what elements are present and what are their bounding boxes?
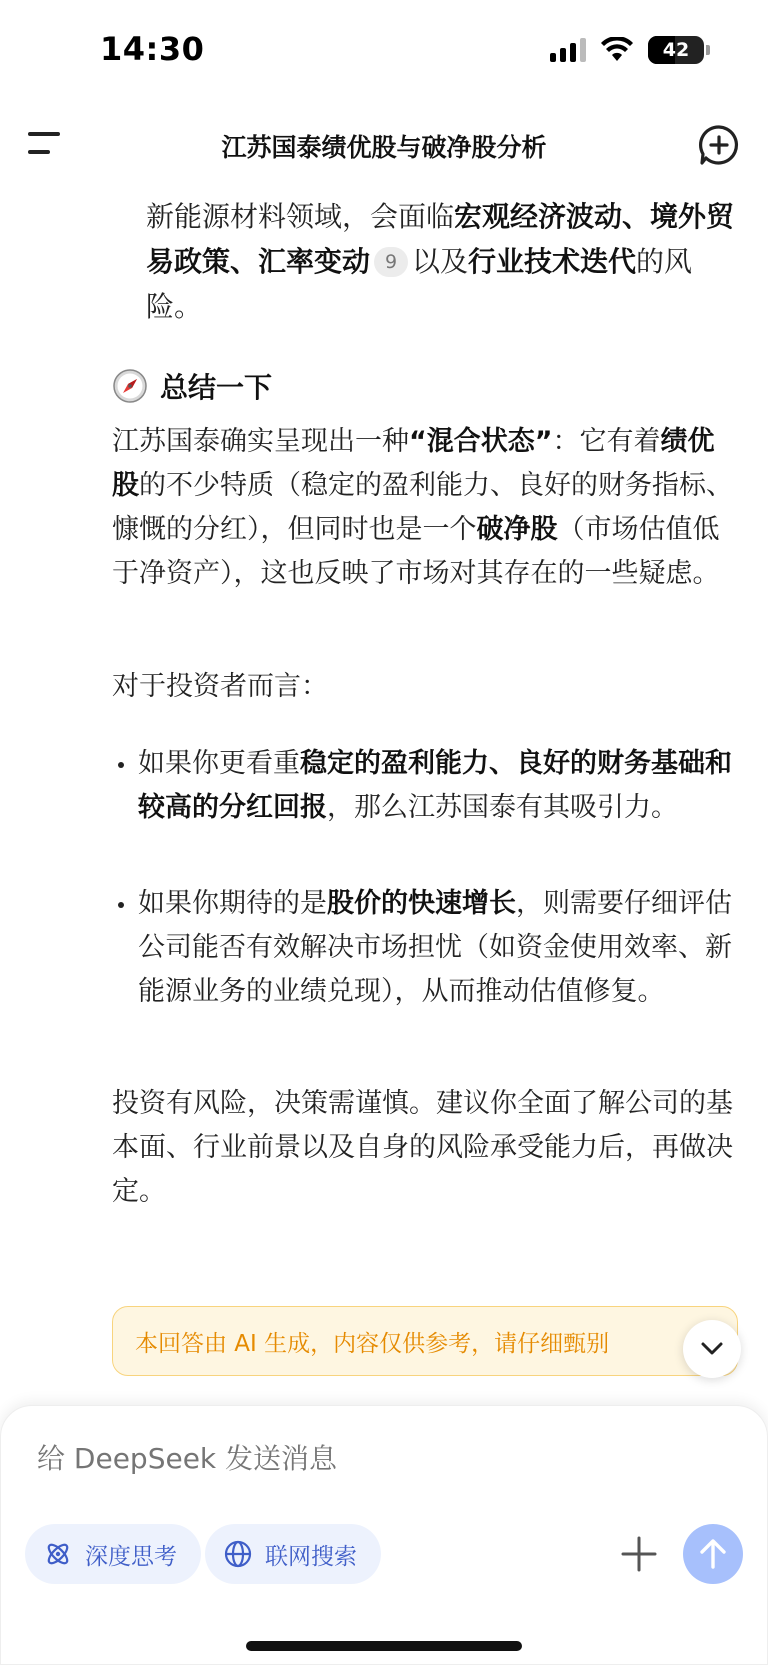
nav-header	[0, 110, 768, 180]
page-title: 江苏国泰绩优股与破净股分析	[221, 133, 547, 162]
send-button[interactable]	[683, 1524, 743, 1584]
cellular-signal-icon	[550, 38, 586, 62]
web-search-label: 联网搜索	[265, 1543, 357, 1570]
closing-paragraph: 投资有风险，决策需谨慎。建议你全面了解公司的基本面、行业前景以及自身的风险承受能力后，再做决定。	[112, 1088, 733, 1207]
deep-think-toggle[interactable]	[25, 1524, 201, 1584]
chat-content[interactable]	[0, 180, 768, 1400]
status-icons	[550, 36, 704, 64]
bullet-dot	[118, 902, 124, 908]
fragment-text-3: 的风险。	[146, 245, 693, 323]
ai-disclaimer-text: 本回答由 AI 生成，内容仅供参考，请仔细甄别	[135, 1331, 610, 1357]
chevron-down-icon	[700, 1341, 724, 1357]
summary-paragraph: 江苏国泰确实呈现出一种“混合状态”：它有着绩优股的不少特质（稳定的盈利能力、良好的财务指标、慷慨的分红），但同时也是一个破净股（市场估值低于净资产），这也反映了市场对其存在的一些疑虑。	[112, 426, 733, 589]
arrow-up-icon	[698, 1538, 728, 1570]
battery-icon	[648, 36, 704, 64]
status-bar	[0, 0, 768, 100]
atom-icon	[43, 1539, 73, 1569]
summary-heading-text: 总结一下	[160, 371, 273, 404]
message-composer	[0, 1405, 768, 1665]
bullet-dot	[118, 762, 124, 768]
fragment-bold-2: 行业技术迭代	[468, 245, 637, 278]
fragment-text: 新能源材料领域，会面临	[146, 200, 455, 233]
scroll-to-bottom-button[interactable]	[683, 1320, 741, 1378]
deep-think-label: 深度思考	[85, 1543, 177, 1570]
status-time: 14:30	[100, 30, 205, 68]
fragment-text-2: 以及	[412, 245, 469, 278]
compass-icon	[112, 368, 148, 404]
web-search-toggle[interactable]	[205, 1524, 381, 1584]
citation-badge[interactable]: 9	[374, 247, 408, 277]
summary-heading	[112, 366, 272, 406]
investor-intro: 对于投资者而言：	[112, 671, 328, 702]
list-item: 如果你更看重稳定的盈利能力、良好的财务基础和较高的分红回报，那么江苏国泰有其吸引力。	[112, 742, 742, 830]
globe-icon	[223, 1539, 253, 1569]
attach-plus-icon[interactable]	[615, 1530, 663, 1578]
message-input[interactable]	[37, 1442, 637, 1475]
new-chat-icon[interactable]	[698, 124, 740, 166]
answer-fragment	[146, 194, 746, 329]
fragment-bold: 宏观经济波动、境外贸易政策、汇率变动	[146, 200, 735, 278]
battery-level: 42	[662, 39, 690, 61]
wifi-icon	[600, 37, 634, 63]
list-item: 如果你期待的是股价的快速增长，则需要仔细评估公司能否有效解决市场担忧（如资金使用效率、新能源业务的业绩兑现），从而推动估值修复。	[112, 882, 742, 1014]
ai-disclaimer-banner	[112, 1306, 738, 1376]
home-indicator[interactable]	[246, 1641, 522, 1651]
